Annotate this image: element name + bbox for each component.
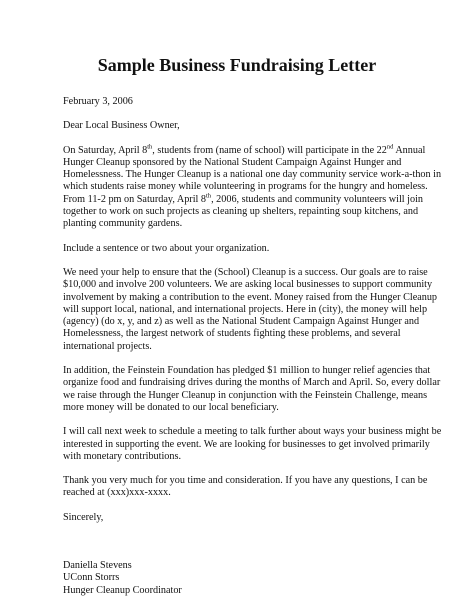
paragraph-organization: Include a sentence or two about your organization. [63, 242, 270, 254]
paragraph-goals: We need your help to ensure that the (School) Cleanup is a success. Our goals are to raise $10,000 and involve 200 volunteers. We are asking local businesses to support community involvement by making a contribution to the event. Money raised from the Hunger Cleanup will support local, national, and international projects. Here in (city), the money will help (agency) (do x, y, and z) as well as the National Student Campaign Against Hunger and Homelessness, the largest network of students fighting these problems, and several international projects. [63, 266, 438, 352]
signer-organization: UConn Storrs [63, 572, 120, 584]
paragraph-event-part-a: On Saturday, April 8 [63, 144, 148, 156]
paragraph-event-part-c: Annual Hunger Cleanup sponsored by the National Student Campaign Against Hunger and Homelessness. The Hunger Cleanup is a national one day community service work-a-thon in which students raise money while volunteering in programs for the hungry and homeless. From 11-2 pm on Saturday, April 8 [63, 144, 442, 205]
paragraph-followup: I will call next week to schedule a meeting to talk further about ways your business might be interested in supporting the event. We are looking for businesses to get involved primarily with monetary contributions. [63, 426, 442, 462]
letter-body [63, 96, 443, 597]
signer-name: Daniella Stevens [63, 560, 132, 572]
signer-role: Hunger Cleanup Coordinator [63, 584, 182, 596]
paragraph-event [63, 145, 443, 231]
signature-space [63, 536, 443, 560]
letter-closing: Sincerely, [63, 511, 104, 523]
paragraph-feinstein: In addition, the Feinstein Foundation has pledged $1 million to hunger relief agencies that organize food and fundraising drives during the months of March and April. So, every dollar we raise through the Hunger Cleanup in conjunction with the Feinstein Challenge, means more money will be donated to our local beneficiary. [63, 365, 441, 413]
superscript-th-2: th [206, 192, 212, 200]
letter-salutation: Dear Local Business Owner, [63, 120, 180, 132]
superscript-th: th [147, 143, 153, 151]
paragraph-event-part-d: , 2006, students and community volunteers will join together to work on such projects as cleaning up shelters, repainting soup kitchens, and planting community gardens. [63, 193, 424, 230]
letter-date: February 3, 2006 [63, 96, 133, 107]
signature-block [63, 560, 443, 597]
paragraph-thanks: Thank you very much for you time and consideration. If you have any questions, I can be reached at (xxx)xxx-xxxx. [63, 475, 428, 499]
letter-title: Sample Business Fundraising Letter [97, 55, 377, 75]
superscript-nd: nd [386, 143, 394, 151]
paragraph-event-part-b: , students from (name of school) will participate in the 22 [152, 144, 387, 156]
